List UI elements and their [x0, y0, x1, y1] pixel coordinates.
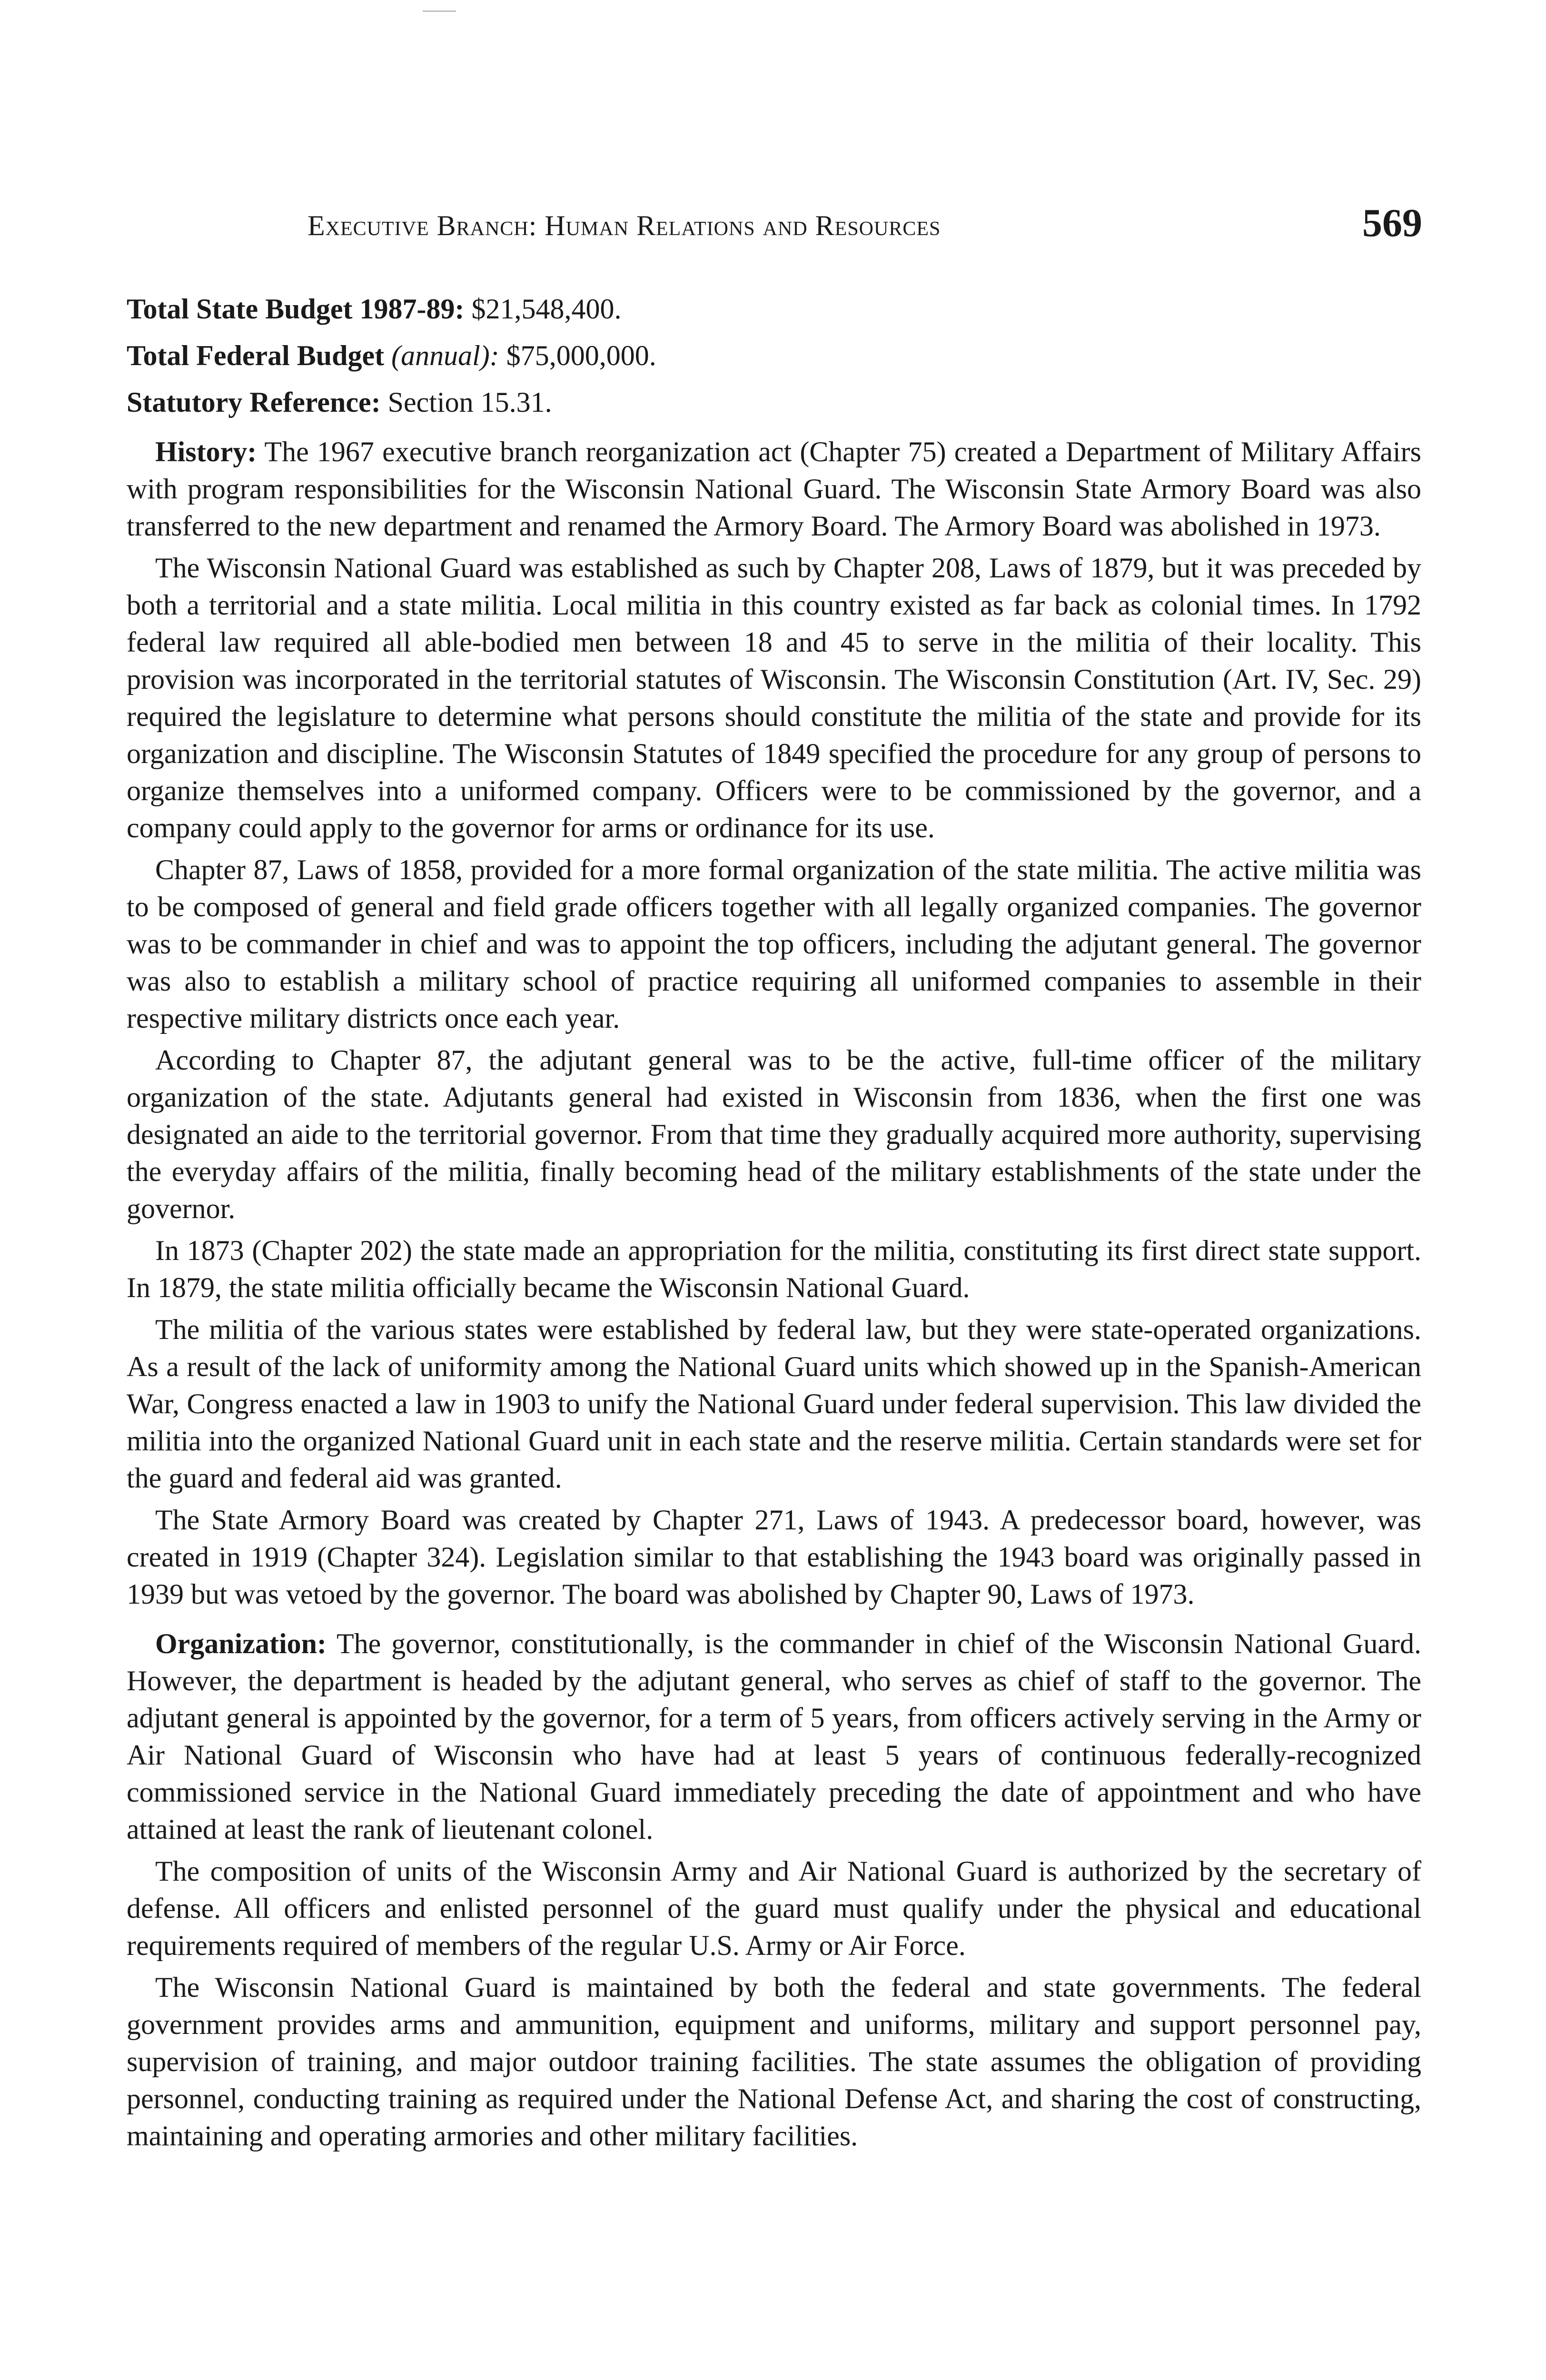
history-text-1: The 1967 executive branch reorganization act (Chapter 75) created a Department of Military Affairs with program responsibilities for the Wisconsin National Guard. The Wisconsin State Armory Board was also transferred to the new department and renamed the Armory Board. The Armory Board was abolished in 1973.: [127, 436, 1421, 542]
state-budget-label: Total State Budget 1987-89:: [127, 293, 465, 325]
statutory-reference-value: Section 15.31.: [387, 387, 552, 418]
history-heading: History:: [155, 436, 257, 467]
federal-budget-qualifier: (annual):: [391, 340, 499, 371]
federal-budget-line: [127, 337, 1421, 374]
top-edge-rule: [423, 10, 456, 12]
federal-budget-value: $75,000,000.: [506, 340, 656, 371]
statutory-reference-line: [127, 384, 1421, 421]
organization-paragraph-1: [127, 1625, 1421, 1848]
history-paragraph-1: [127, 433, 1421, 545]
history-paragraph-4: According to Chapter 87, the adjutant general was to be the active, full-time officer of the military organization of the state. Adjutants general had existed in Wisconsin from 1836, when the first one was designated an aide to the territorial governor. From that time they gradually acquired more authority, supervising the everyday affairs of the militia, finally becoming head of the military establishments of the state under the governor.: [127, 1044, 1421, 1224]
statutory-reference-label: Statutory Reference:: [127, 387, 381, 418]
history-paragraph-5: In 1873 (Chapter 202) the state made an appropriation for the militia, constituting its first direct state support. In 1879, the state militia officially became the Wisconsin National Guard.: [127, 1235, 1421, 1303]
page-body: [127, 290, 1421, 2159]
federal-budget-label: Total Federal Budget: [127, 340, 385, 371]
organization-heading: Organization:: [155, 1628, 327, 1659]
history-paragraph-3: Chapter 87, Laws of 1858, provided for a more formal organization of the state militia. The active militia was to be composed of general and field grade officers together with all legally organized companies. The governor was to be commander in chief and was to appoint the top officers, including the adjutant general. The governor was also to establish a military school of practice requiring all uniformed companies to assemble in their respective military districts once each year.: [127, 854, 1421, 1034]
page-number: 569: [1362, 201, 1422, 245]
running-title: Executive Branch: Human Relations and Resources: [307, 210, 941, 241]
history-paragraph-6: The militia of the various states were established by federal law, but they were state-operated organizations. As a result of the lack of uniformity among the National Guard units which showed up in the Spanish-American War, Congress enacted a law in 1903 to unify the National Guard under federal supervision. This law divided the militia into the organized National Guard unit in each state and the reserve militia. Certain standards were set for the guard and federal aid was granted.: [127, 1314, 1421, 1494]
state-budget-line: [127, 290, 1421, 327]
organization-paragraph-2: The composition of units of the Wisconsin Army and Air National Guard is authorized by the secretary of defense. All officers and enlisted personnel of the guard must qualify under the physical and educational requirements required of members of the regular U.S. Army or Air Force.: [127, 1855, 1421, 1961]
running-head: [128, 200, 1422, 257]
history-paragraph-2: The Wisconsin National Guard was established as such by Chapter 208, Laws of 1879, but it was preceded by both a territorial and a state militia. Local militia in this country existed as far back as colonial times. In 1792 federal law required all able-bodied men between 18 and 45 to serve in the militia of their locality. This provision was incorporated in the territorial statutes of Wisconsin. The Wisconsin Constitution (Art. IV, Sec. 29) required the legislature to determine what persons should constitute the militia of the state and provide for its organization and discipline. The Wisconsin Statutes of 1849 specified the procedure for any group of persons to organize themselves into a uniformed company. Officers were to be commissioned by the governor, and a company could apply to the governor for arms or ordinance for its use.: [127, 552, 1421, 843]
organization-text-1: The governor, constitutionally, is the commander in chief of the Wisconsin National Guard. However, the department is headed by the adjutant general, who serves as chief of staff to the governor. The adjutant general is appointed by the governor, for a term of 5 years, from officers actively serving in the Army or Air National Guard of Wisconsin who have had at least 5 years of continuous federally-recognized commissioned service in the National Guard immediately preceding the date of appointment and who have attained at least the rank of lieutenant colonel.: [127, 1628, 1421, 1845]
history-paragraph-7: The State Armory Board was created by Chapter 271, Laws of 1943. A predecessor board, however, was created in 1919 (Chapter 324). Legislation similar to that establishing the 1943 board was originally passed in 1939 but was vetoed by the governor. The board was abolished by Chapter 90, Laws of 1973.: [127, 1504, 1421, 1610]
state-budget-value: $21,548,400.: [471, 293, 622, 325]
organization-paragraph-3: The Wisconsin National Guard is maintained by both the federal and state governments. The federal government provides arms and ammunition, equipment and uniforms, military and support personnel pay, supervision of training, and major outdoor training facilities. The state assumes the obligation of providing personnel, conducting training as required under the National Defense Act, and sharing the cost of constructing, maintaining and operating armories and other military facilities.: [127, 1972, 1421, 2152]
